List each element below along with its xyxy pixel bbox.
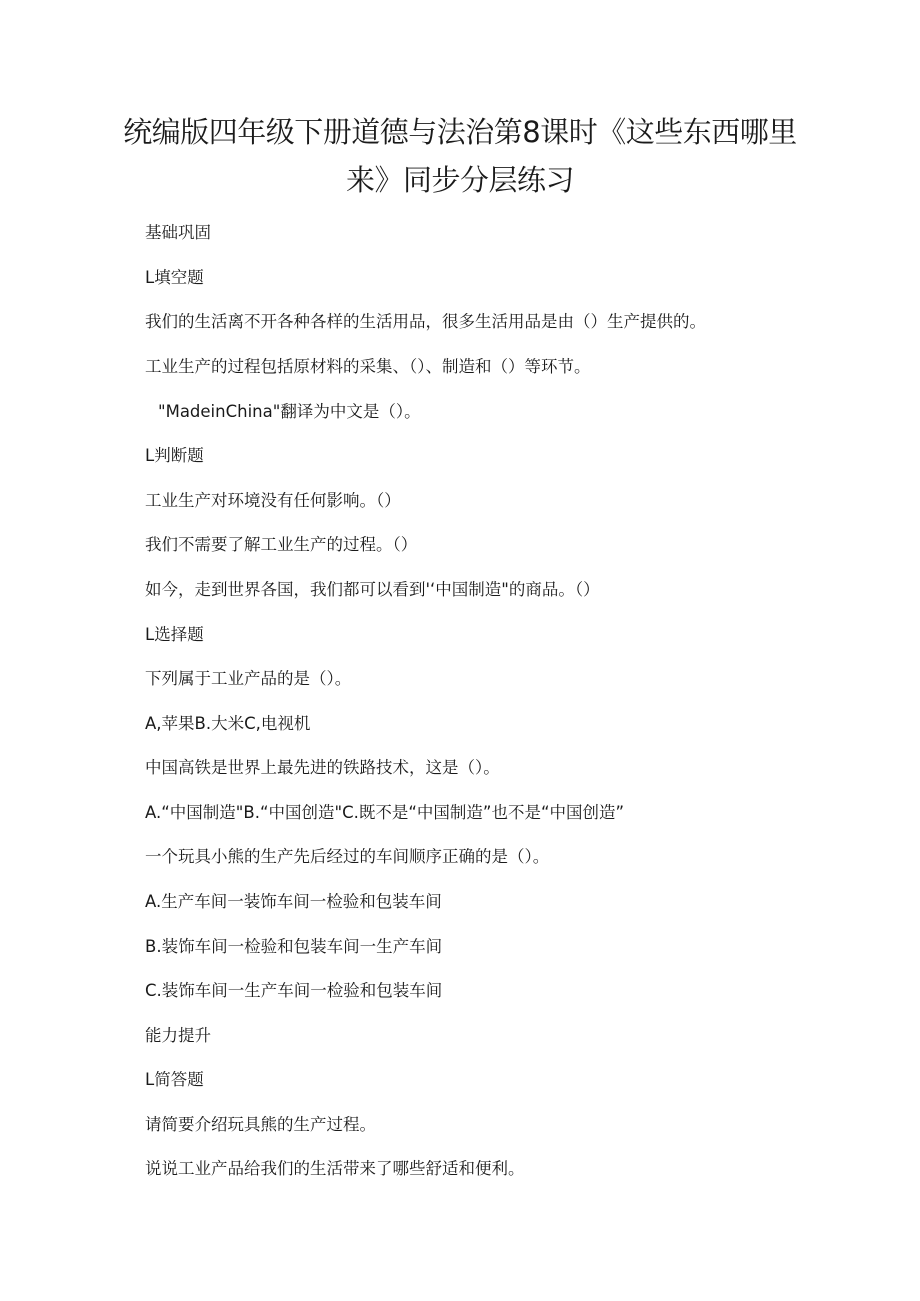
question-text: 中国高铁是世界上最先进的铁路技术，这是（）。	[145, 758, 500, 777]
question-text: 工业生产对环境没有任何影响。（）	[145, 491, 401, 510]
answer-option: A.生产车间一装饰车间一检验和包装车间	[145, 892, 442, 911]
question-text: 一个玩具小熊的生产先后经过的车间顺序正确的是（）。	[145, 847, 550, 866]
question-text: 下列属于工业产品的是（）。	[145, 669, 352, 688]
document-title	[120, 108, 800, 204]
question-text: 工业生产的过程包括原材料的采集、（）、制造和（）等环节。	[145, 357, 591, 376]
section-heading-basic: 基础巩固	[145, 223, 211, 242]
question-text: 请简要介绍玩具熊的生产过程。	[145, 1115, 376, 1134]
question-type-fill-blank: L填空题	[145, 268, 204, 287]
question-type-choice: L选择题	[145, 625, 204, 644]
question-type-short-answer: L简答题	[145, 1070, 204, 1089]
answer-option: C.装饰车间一生产车间一检验和包装车间	[145, 981, 443, 1000]
question-text: "MadeinChina"翻译为中文是（）。	[158, 402, 421, 421]
question-text: 说说工业产品给我们的生活带来了哪些舒适和便利。	[145, 1159, 525, 1178]
question-text: 如今，走到世界各国，我们都可以看到'‘中国制造"的商品。（）	[145, 580, 600, 599]
answer-options: A,苹果B.大米C,电视机	[145, 714, 311, 733]
answer-option: B.装饰车间一检验和包装车间一生产车间	[145, 937, 443, 956]
title-line-2: 来》同步分层练习	[345, 163, 574, 197]
question-type-true-false: L判断题	[145, 446, 204, 465]
title-line-1: 统编版四年级下册道德与法治第8课时《这些东西哪里	[123, 115, 797, 149]
question-text: 我们的生活离不开各种各样的生活用品，很多生活用品是由（）生产提供的。	[145, 312, 706, 331]
section-heading-advanced: 能力提升	[145, 1026, 211, 1045]
answer-options: A.“中国制造"B.“中国创造"C.既不是“中国制造”也不是“中国创造”	[145, 803, 625, 822]
question-text: 我们不需要了解工业生产的过程。（）	[145, 535, 418, 554]
